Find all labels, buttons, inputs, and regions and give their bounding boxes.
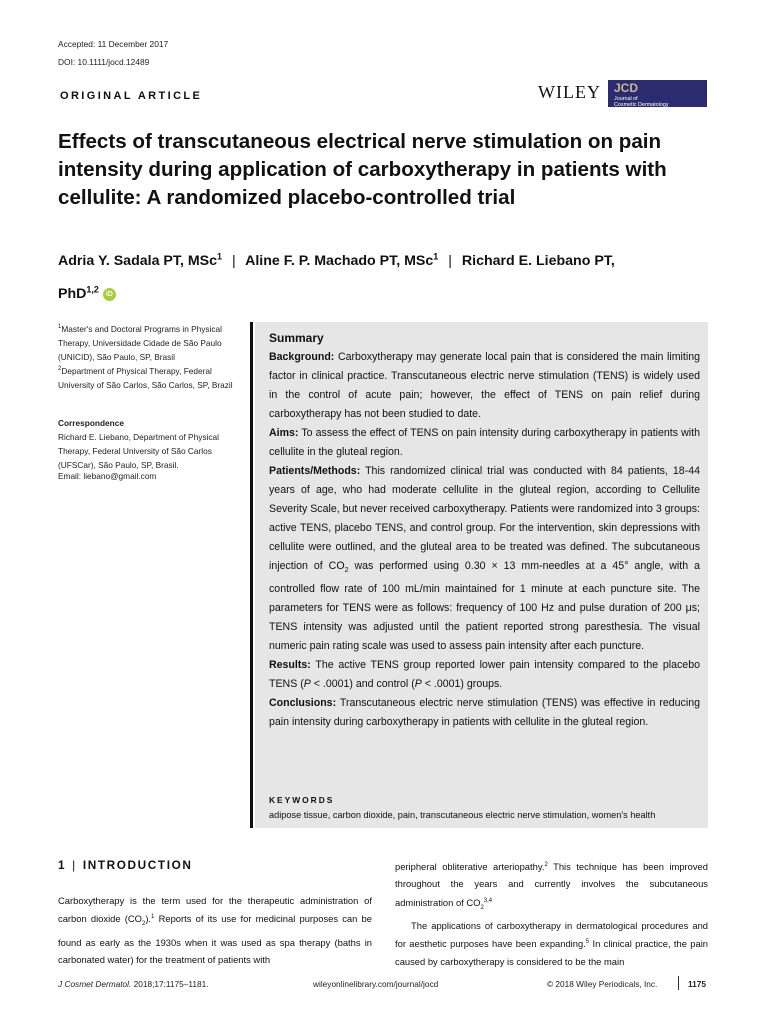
intro-paragraph-2: The applications of carboxytherapy in dermatological procedures and for aesthetic purposes have been expanding.$^5$ In clinical practice, the pain caused by carboxytherapy is considered to be the main bbox=[395, 920, 708, 967]
intro-left-column bbox=[58, 892, 372, 968]
summary-methods: Patients/Methods: This randomized clinical trial was conducted with 84 patients, 18-44 years of age, who had moderate cellulite in the gluteal region, according to Cellulite Severity Scale, but never received carboxytherapy. Patients were randomized into 3 groups: active TENS, placebo TENS, and control group. For the intervention, skin depressions with cellulite were outlined, and the gluteal area to be treated was defined. The subcutaneous injection of $CO_2$ was performed using 0.30 × 13 mm-needles at a 45° angle, with a controlled flow rate of 100 mL/min maintained for 1 minute at each puncture site. The parameters for TENS were as follows: frequency of 100 Hz and pulse duration of 200 μs; TENS intensity was adjusted until the patient reported strong paresthesia. The visual numeric pain rating scale was used to assess pain intensity after each puncture. bbox=[269, 465, 700, 653]
intro-paragraph-1-cont: peripheral obliterative arteriopathy.$^2$ This technique has been improved throughout the years and currently involves the subcutaneous administration of $CO_2^{3,4}$ bbox=[395, 861, 708, 911]
author-2[interactable]: Aline F. P. Machado PT, MSc$^1$ bbox=[245, 251, 439, 269]
author-separator: | bbox=[232, 252, 236, 269]
publisher-logo[interactable]: WILEY bbox=[538, 82, 601, 102]
keywords-list: adipose tissue, carbon dioxide, pain, transcutaneous electric nerve stimulation, women's health bbox=[269, 810, 656, 820]
journal-logo[interactable] bbox=[608, 80, 707, 107]
footer-copyright: © 2018 Wiley Periodicals, Inc. bbox=[547, 979, 658, 989]
summary-heading: Summary bbox=[269, 331, 324, 345]
author-separator: | bbox=[448, 252, 452, 269]
affiliation-2: $^2$Department of Physical Therapy, Federal University of São Carlos, São Carlos, SP, Brazil bbox=[58, 365, 233, 390]
intro-paragraph-1: Carboxytherapy is the term used for the therapeutic administration of carbon dioxide $(CO_2).^1$ Reports of its use for medicinal purposes can be found as early as the 1930s when it was used as spa therapy (baths in carbonated water) for the treatment of patients with bbox=[58, 895, 372, 965]
footer-citation: J Cosmet Dermatol. 2018;17:1175–1181. bbox=[58, 979, 209, 989]
journal-logo-name: Journal of Cosmetic Dermatology bbox=[614, 96, 669, 108]
intro-right-column bbox=[395, 857, 708, 970]
accepted-date: Accepted: 11 December 2017 bbox=[58, 39, 169, 49]
correspondence-email[interactable]: Email: liebano@gmail.com bbox=[58, 471, 157, 481]
correspondence-text: Richard E. Liebano, Department of Physical Therapy, Federal University of São Carlos (UFSCar), São Paulo, SP, Brasil. bbox=[58, 432, 219, 470]
summary-background: Background: Carboxytherapy may generate local pain that is considered the main limiting factor in clinical practice. Transcutaneous electric nerve stimulation (TENS) is widely used in the control of acute pain; however, the effect of TENS on pain relief during carboxytherapy has not been studied to date. bbox=[269, 351, 700, 420]
footer-url[interactable]: wileyonlinelibrary.com/journal/jocd bbox=[313, 979, 439, 989]
summary-results: Results: The active TENS group reported lower pain intensity compared to the placebo TENS (P < .0001) and control (P < .0001) groups. bbox=[269, 659, 700, 691]
summary-accent-bar bbox=[250, 322, 253, 828]
author-list bbox=[58, 242, 698, 309]
summary-aims: Aims: To assess the effect of TENS on pain intensity during carboxytherapy in patients with cellulite in the gluteal region. bbox=[269, 427, 700, 458]
keywords-label: KEYWORDS bbox=[269, 795, 335, 805]
section-heading-introduction: 1 | INTRODUCTION bbox=[58, 858, 193, 872]
doi[interactable]: DOI: 10.1111/jocd.12489 bbox=[58, 57, 150, 67]
article-title: Effects of transcutaneous electrical nerve stimulation on pain intensity during application of carboxytherapy in patients with cellulite: A randomized placebo-controlled trial bbox=[58, 130, 667, 209]
author-1[interactable]: Adria Y. Sadala PT, MSc$^1$ bbox=[58, 251, 223, 269]
affiliation-1: $^1$Master's and Doctoral Programs in Physical Therapy, Universidade Cidade de São Paulo (UNICID), São Paulo, SP, Brasil bbox=[58, 323, 223, 362]
orcid-icon[interactable]: iD bbox=[103, 288, 116, 301]
page-number: 1175 bbox=[688, 979, 706, 989]
journal-logo-abbrev: JCD bbox=[614, 81, 639, 95]
author-3[interactable]: Richard E. Liebano PT, PhD$^{1,2}$ bbox=[58, 252, 615, 303]
correspondence-label: Correspondence bbox=[58, 418, 124, 428]
section-label: ORIGINAL ARTICLE bbox=[60, 90, 203, 102]
summary-conclusions: Conclusions: Transcutaneous electric nerve stimulation (TENS) was effective in reducing pain intensity during carboxytherapy in patients with cellulite in the gluteal region. bbox=[269, 697, 700, 729]
summary-text bbox=[269, 329, 700, 732]
footer-divider bbox=[678, 976, 679, 990]
